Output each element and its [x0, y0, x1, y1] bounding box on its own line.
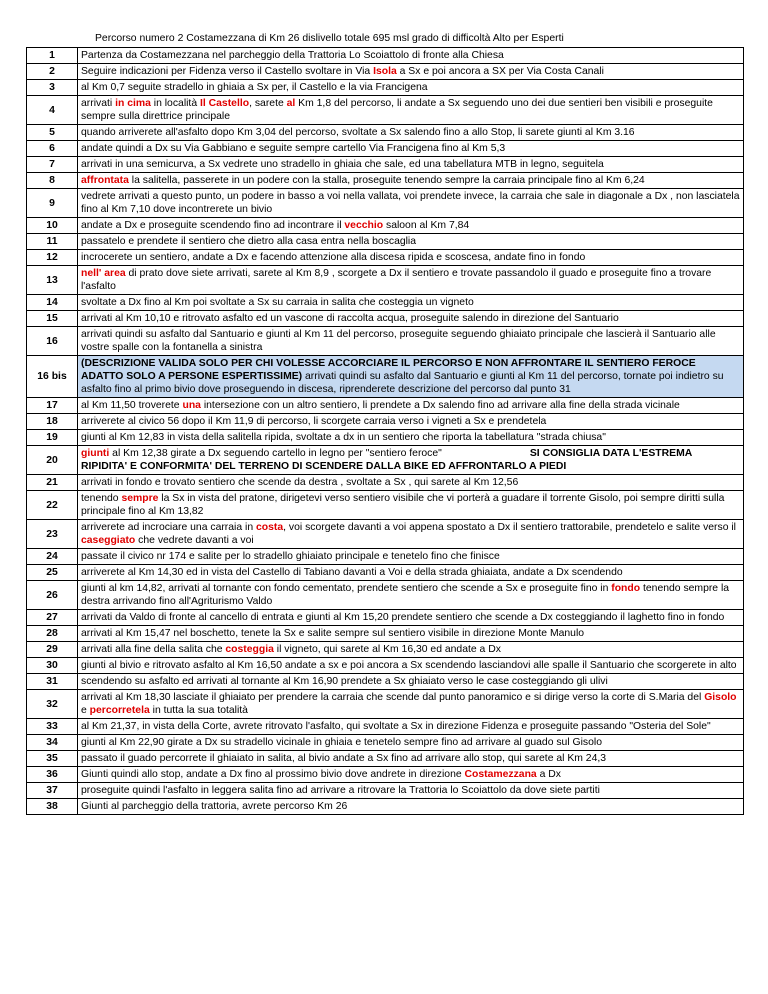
text-segment: al Km 12,38 girate a Dx seguendo cartello in legno per "sentiero feroce"	[109, 448, 442, 459]
text-segment: quando arriverete all'asfalto dopo Km 3,04 del percorso, svoltate a Sx salendo fino a allo Stop, li sarete giunti al Km 3.16	[81, 127, 635, 138]
step-number: 35	[27, 751, 78, 767]
text-segment: andate a Dx e proseguite scendendo fino ad incontrare il	[81, 220, 345, 231]
table-row	[27, 311, 744, 327]
step-number: 27	[27, 610, 78, 626]
table-row	[27, 157, 744, 173]
step-number: 4	[27, 96, 78, 125]
text-segment: tenendo	[81, 493, 122, 504]
bold-text: SI CONSIGLIA DATA L'ESTREMA RIPIDITA' E CONFORMITA' DEL TERRENO DI SCENDERE DALLA BIKE ED AFFRONTARLO A PIEDI	[81, 448, 692, 472]
step-description	[78, 64, 744, 80]
highlight-text: in cima	[115, 98, 151, 109]
step-number: 29	[27, 642, 78, 658]
table-row	[27, 266, 744, 295]
step-description	[78, 266, 744, 295]
table-row	[27, 189, 744, 218]
text-segment: al Km 21,37, in vista della Corte, avrete ritrovato l'asfalto, qui svoltate a Sx in direzione Fidenza e proseguite passando "Osteria del Sole"	[81, 721, 711, 732]
page-title: Percorso numero 2 Costamezzana di Km 26 dislivello totale 695 msl grado di difficoltà Alto per Esperti	[95, 33, 564, 44]
text-segment: scendendo su asfalto ed arrivati al tornante al Km 16,90 prendete a Sx ghiaiato verso le case costeggiando gli ulivi	[81, 676, 608, 687]
text-segment: giunti al Km 22,90 girate a Dx su stradello vicinale in ghiaia e tenetelo sempre fino ad arrivare al guado sul Gisolo	[81, 737, 602, 748]
step-description	[78, 125, 744, 141]
step-description	[78, 398, 744, 414]
text-segment: tenendo sempre la destra arrivando fino all'Agriturismo Valdo	[81, 583, 730, 607]
text-segment: arrivati quindi su asfalto dal Santuario e giunti al Km 11 del percorso, proseguite seguendo ghiaiato principale che lascierà il Santuario alle vostre spalle con la fontanella a sinistra	[81, 329, 716, 353]
step-number: 20	[27, 446, 78, 475]
text-segment: arrivati al Km 18,30 lasciate il ghiaiato per prendere la carraia che scende dal punto panoramico e si dirige verso la corte di S.Maria del	[81, 692, 705, 703]
step-description	[78, 719, 744, 735]
step-number: 21	[27, 475, 78, 491]
text-segment: Seguire indicazioni per Fidenza verso il Castello svoltare in Via	[81, 66, 374, 77]
step-description	[78, 674, 744, 690]
text-segment: a Sx e poi ancora a SX per Via Costa Canali	[396, 66, 604, 77]
step-description	[78, 189, 744, 218]
step-description	[78, 327, 744, 356]
text-segment: giunti al bivio e ritrovato asfalto al Km 16,50 andate a sx e poi ancora a Sx scendendo lasciandovi alle spalle il Santuario che scorgerete in alto	[81, 660, 737, 671]
table-row	[27, 327, 744, 356]
text-segment: Giunti quindi allo stop, andate a Dx fino al prossimo bivio dove andrete in direzione	[81, 769, 465, 780]
step-description	[78, 48, 744, 64]
highlight-text: giunti	[81, 448, 110, 459]
text-segment: che vedrete davanti a voi	[135, 535, 254, 546]
table-row	[27, 64, 744, 80]
table-row	[27, 581, 744, 610]
text-segment: arrivati al Km 15,47 nel boschetto, tenete la Sx e salite sempre sul sentiero visibile in direzione Monte Manulo	[81, 628, 585, 639]
step-description	[78, 549, 744, 565]
step-number: 37	[27, 783, 78, 799]
step-number: 23	[27, 520, 78, 549]
table-row	[27, 234, 744, 250]
step-number: 26	[27, 581, 78, 610]
highlight-text: affrontata	[81, 175, 129, 186]
table-row	[27, 491, 744, 520]
text-segment: arrivati alla fine della salita che	[81, 644, 226, 655]
highlight-text: al	[286, 98, 296, 109]
step-number: 36	[27, 767, 78, 783]
text-segment: giunti al km 14,82, arrivati al tornante con fondo cementato, prendete sentiero che scende a Sx e proseguite fino in	[81, 583, 612, 594]
step-description	[78, 626, 744, 642]
text-segment: vedrete arrivati a questo punto, un podere in basso a voi nella vallata, voi prendete invece, la carraia che sale in diagonale a Dx , non lasciatela fino al Km 7,10 dove incontrerete un bivio	[81, 191, 740, 215]
text-segment: Giunti al parcheggio della trattoria, avrete percorso Km 26	[81, 801, 348, 812]
text-segment: passate il civico nr 174 e salite per lo stradello ghiaiato principale e tenetelo fino che finisce	[81, 551, 500, 562]
table-row	[27, 626, 744, 642]
highlight-text: Il Castello	[199, 98, 250, 109]
text-segment: arriverete al civico 56 dopo il Km 11,9 di percorso, li scorgete carraia verso i vigneti a Sx e prendetela	[81, 416, 547, 427]
table-row	[27, 767, 744, 783]
step-number: 32	[27, 690, 78, 719]
step-description	[78, 767, 744, 783]
text-segment: arrivati da Valdo di fronte al cancello di entrata e giunti al Km 15,20 prendete sentiero che scende a Dx costeggiando il laghetto fino in fondo	[81, 612, 725, 623]
step-number: 28	[27, 626, 78, 642]
table-row	[27, 218, 744, 234]
step-description	[78, 80, 744, 96]
step-number: 33	[27, 719, 78, 735]
text-segment: arrivati quindi su asfalto dal Santuario e giunti al Km 11 del percorso, tornate poi indietro su asfalto fino al primo bivio dove proseguendo in discesa, riprenderete descrizione del percorso dal punto 31	[81, 371, 724, 395]
step-number: 34	[27, 735, 78, 751]
text-segment: la salitella, passerete in un podere con la stalla, proseguite tenendo sempre la carraia principale fino al Km 6,24	[128, 175, 645, 186]
text-segment: andate quindi a Dx su Via Gabbiano e seguite sempre cartello Via Francigena fino al Km 5,3	[81, 143, 506, 154]
text-segment: arrivati	[81, 98, 116, 109]
route-rows	[27, 48, 744, 815]
table-row	[27, 783, 744, 799]
table-row	[27, 719, 744, 735]
text-segment: in tutta la sua totalità	[149, 705, 248, 716]
step-number: 18	[27, 414, 78, 430]
text-segment: in località	[150, 98, 200, 109]
step-number: 8	[27, 173, 78, 189]
highlight-text: sempre	[121, 493, 159, 504]
table-row	[27, 414, 744, 430]
table-row	[27, 475, 744, 491]
text-segment: la Sx in vista del pratone, dirigetevi verso sentiero visibile che vi porterà a guadare il torrente Gisolo, poi sempre diritti sulla principale fino al Km 13,82	[81, 493, 725, 517]
table-row	[27, 735, 744, 751]
text-segment: Km 1,8 del percorso, li andate a Sx seguendo uno dei due sentieri ben visibili e proseguite sempre sulla direttrice principale	[81, 98, 713, 122]
text-segment: a Dx	[536, 769, 561, 780]
step-description	[78, 157, 744, 173]
text-segment: al Km 0,7 seguite stradello in ghiaia a Sx per, il Castello e la via Francigena	[81, 82, 428, 93]
table-row	[27, 690, 744, 719]
step-number: 10	[27, 218, 78, 234]
step-description	[78, 475, 744, 491]
table-row	[27, 658, 744, 674]
step-number: 24	[27, 549, 78, 565]
text-segment: passatelo e prendete il sentiero che dietro alla casa entra nella boscaglia	[81, 236, 417, 247]
route-table	[26, 47, 744, 815]
highlight-text: costeggia	[225, 644, 274, 655]
step-number: 1	[27, 48, 78, 64]
table-row	[27, 751, 744, 767]
step-number: 7	[27, 157, 78, 173]
step-description	[78, 446, 744, 475]
step-description	[78, 356, 744, 398]
step-number: 16	[27, 327, 78, 356]
highlight-text: Costamezzana	[464, 769, 537, 780]
step-description	[78, 520, 744, 549]
highlight-text: Isola	[373, 66, 397, 77]
text-segment: arrivati in una semicurva, a Sx vedrete uno stradello in ghiaia che sale, ed una tabellatura MTB in legno, seguitela	[81, 159, 604, 170]
text-segment: di prato dove siete arrivati, sarete al Km 8,9 , scorgete a Dx il sentiero e trovate passandolo il guado e proseguite fino a trovare l'asfalto	[81, 268, 712, 292]
step-description	[78, 295, 744, 311]
table-row	[27, 549, 744, 565]
step-description	[78, 735, 744, 751]
step-description	[78, 751, 744, 767]
table-row	[27, 48, 744, 64]
step-description	[78, 173, 744, 189]
text-segment: passato il guado percorrete il ghiaiato in salita, al bivio andate a Sx fino ad arrivare allo stop, qui sarete al Km 24,3	[81, 753, 607, 764]
text-segment: , sarete	[249, 98, 287, 109]
step-description	[78, 658, 744, 674]
text-segment: svoltate a Dx fino al Km poi svoltate a Sx su carraia in salita che costeggia un vigneto	[81, 297, 474, 308]
text-segment: Partenza da Costamezzana nel parcheggio della Trattoria Lo Scoiattolo di fronte alla Chiesa	[81, 50, 504, 61]
table-row	[27, 141, 744, 157]
step-description	[78, 141, 744, 157]
text-segment: , voi scorgete davanti a voi appena spostato a Dx il sentiero trattorabile, prendetelo e salite verso il	[283, 522, 736, 533]
table-row	[27, 398, 744, 414]
highlight-text: Gisolo	[704, 692, 737, 703]
step-number: 2	[27, 64, 78, 80]
step-description	[78, 311, 744, 327]
text-segment: incrocerete un sentiero, andate a Dx e facendo attenzione alla discesa ripida e scoscesa, andate fino in fondo	[81, 252, 586, 263]
highlight-text: costa	[256, 522, 284, 533]
table-row	[27, 674, 744, 690]
highlight-text: fondo	[611, 583, 641, 594]
step-number: 17	[27, 398, 78, 414]
step-number: 6	[27, 141, 78, 157]
table-row	[27, 173, 744, 189]
highlight-text: una	[182, 400, 201, 411]
table-row	[27, 799, 744, 815]
text-segment: il vigneto, qui sarete al Km 16,30 ed andate a Dx	[273, 644, 501, 655]
table-row	[27, 610, 744, 626]
step-description	[78, 783, 744, 799]
step-number: 19	[27, 430, 78, 446]
step-description	[78, 234, 744, 250]
table-row	[27, 565, 744, 581]
highlight-text: caseggiato	[81, 535, 136, 546]
highlight-text: nell' area	[81, 268, 126, 279]
step-description	[78, 581, 744, 610]
step-description	[78, 96, 744, 125]
step-number: 3	[27, 80, 78, 96]
table-row	[27, 430, 744, 446]
text-segment: e	[81, 705, 90, 716]
table-row	[27, 446, 744, 475]
text-segment: intersezione con un altro sentiero, li prendete a Dx salendo fino ad arrivare alla fine della strada vicinale	[200, 400, 680, 411]
step-description	[78, 414, 744, 430]
text-segment: saloon al Km 7,84	[383, 220, 470, 231]
text-segment: arriverete al Km 14,30 ed in vista del Castello di Tabiano davanti a Voi e della strada ghiaiata, andate a Dx scendendo	[81, 567, 623, 578]
table-row	[27, 96, 744, 125]
text-segment: giunti al Km 12,83 in vista della salitella ripida, svoltate a dx in un sentiero che riporta la tabellatura "strada chiusa"	[81, 432, 606, 443]
table-row	[27, 295, 744, 311]
step-number: 30	[27, 658, 78, 674]
step-number: 14	[27, 295, 78, 311]
text-segment: arrivati in fondo e trovato sentiero che scende da destra , svoltate a Sx , qui sarete al Km 12,56	[81, 477, 519, 488]
step-description	[78, 491, 744, 520]
step-number: 38	[27, 799, 78, 815]
step-number: 5	[27, 125, 78, 141]
step-number: 13	[27, 266, 78, 295]
text-segment: arriverete ad incrociare una carraia in	[81, 522, 256, 533]
step-description	[78, 610, 744, 626]
highlight-text: percorretela	[89, 705, 150, 716]
table-row	[27, 642, 744, 658]
bold-text: (DESCRIZIONE VALIDA SOLO PER CHI VOLESSE ACCORCIARE IL PERCORSO E NON AFFRONTARE IL SENTIERO FEROCE ADATTO SOLO A PERSONE ESPERTISSIME)	[81, 358, 696, 382]
text-segment: al Km 11,50 troverete	[81, 400, 183, 411]
step-number: 9	[27, 189, 78, 218]
table-row	[27, 520, 744, 549]
step-number: 25	[27, 565, 78, 581]
step-number: 22	[27, 491, 78, 520]
text-segment: arrivati al Km 10,10 e ritrovato asfalto ed un vascone di raccolta acqua, proseguite salendo in direzione del Santuario	[81, 313, 619, 324]
step-number: 12	[27, 250, 78, 266]
step-description	[78, 218, 744, 234]
highlight-text: vecchio	[344, 220, 384, 231]
step-number: 31	[27, 674, 78, 690]
step-number: 15	[27, 311, 78, 327]
step-description	[78, 690, 744, 719]
step-description	[78, 799, 744, 815]
table-row	[27, 125, 744, 141]
text-segment: proseguite quindi l'asfalto in leggera salita fino ad arrivare a ritrovare la Trattoria lo Scoiattolo da dove siete partiti	[81, 785, 600, 796]
step-description	[78, 565, 744, 581]
step-description	[78, 430, 744, 446]
step-description	[78, 250, 744, 266]
table-row	[27, 356, 744, 398]
table-row	[27, 80, 744, 96]
step-number: 16 bis	[27, 356, 78, 398]
step-description	[78, 642, 744, 658]
table-row	[27, 250, 744, 266]
step-number: 11	[27, 234, 78, 250]
